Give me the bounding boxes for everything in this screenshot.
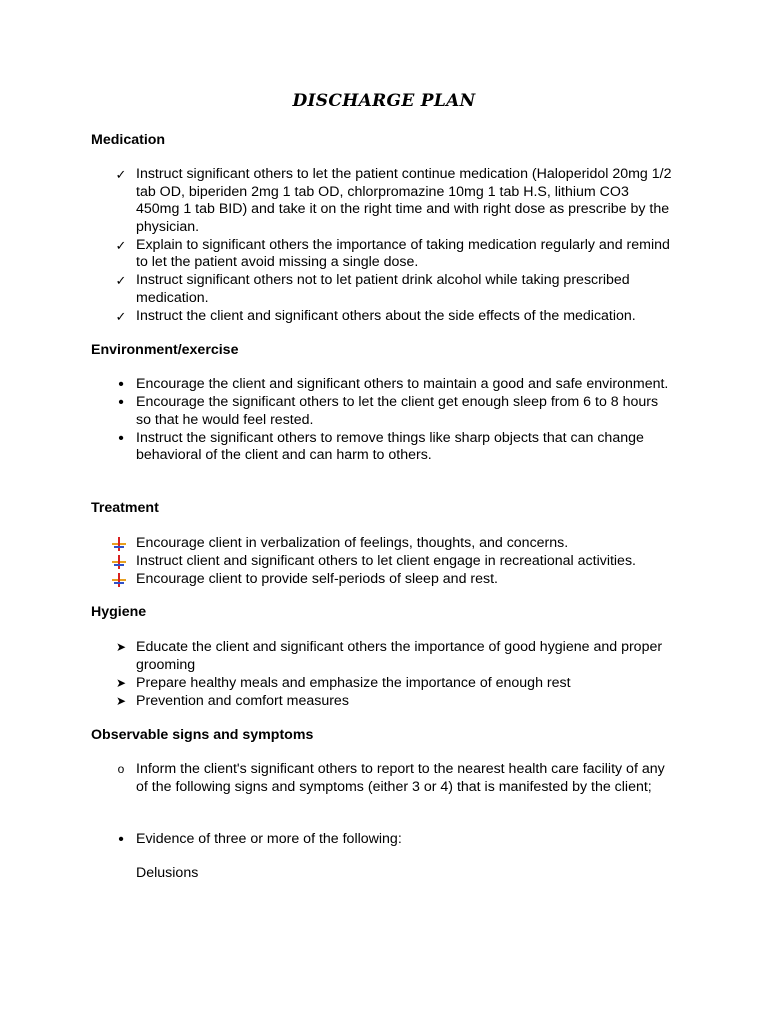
list-item: • Instruct the significant others to remove things like sharp objects that can change behavioral of the client and can harm to others. (0, 430, 676, 465)
heading-medication: Medication (91, 132, 166, 148)
hygiene-list (0, 639, 768, 711)
list-item: Encourage client to provide self-periods of sleep and rest. (0, 571, 676, 589)
evidence-list (0, 831, 768, 849)
bullet-icon (112, 376, 130, 393)
treatment-list (0, 535, 768, 589)
plus-bullet-icon (112, 573, 126, 587)
list-item: ✓ Instruct significant others not to let patient drink alcohol while taking prescribed medication. (0, 272, 676, 307)
list-item: ✓ Instruct the client and significant others about the side effects of the medication. (0, 308, 676, 326)
checkmark-icon (112, 237, 130, 254)
sub-item-delusions: Delusions (136, 865, 199, 881)
list-item: • Encourage the client and significant others to maintain a good and safe environment. (0, 376, 676, 394)
list-item: ➤ Educate the client and significant others the importance of good hygiene and proper grooming (0, 639, 676, 674)
list-item: Encourage client in verbalization of feelings, thoughts, and concerns. (0, 535, 676, 553)
heading-hygiene: Hygiene (91, 604, 147, 620)
bullet-icon (112, 394, 130, 411)
medication-list (0, 166, 768, 326)
list-item: ➤ Prevention and comfort measures (0, 693, 676, 711)
plus-bullet-icon (112, 555, 126, 569)
plus-bullet-icon (112, 537, 126, 551)
arrow-bullet-icon (112, 639, 130, 656)
heading-environment: Environment/exercise (91, 342, 239, 358)
list-item: ✓ Explain to significant others the importance of taking medication regularly and remind to let the patient avoid missing a single dose. (0, 237, 676, 272)
arrow-bullet-icon (112, 693, 130, 710)
bullet-icon (112, 430, 130, 447)
bullet-icon (112, 831, 130, 848)
document-title: DISCHARGE PLAN (292, 91, 476, 111)
heading-observable-signs: Observable signs and symptoms (91, 727, 314, 743)
checkmark-icon (112, 166, 130, 183)
list-item: ✓ Instruct significant others to let the patient continue medication (Haloperidol 20mg 1/2 tab OD, biperiden 2mg 1 tab OD, chlorpromazine 10mg 1 tab H.S, lithium CO3 450mg 1 tab BID) and take it on the right time and with right dose as prescribe by the physician. (0, 166, 676, 236)
environment-list (0, 376, 768, 465)
circle-bullet-icon (112, 761, 130, 778)
signs-list (0, 761, 768, 797)
list-item: ➤ Prepare healthy meals and emphasize the importance of enough rest (0, 675, 676, 693)
heading-treatment: Treatment (91, 500, 159, 516)
checkmark-icon (112, 272, 130, 289)
list-item: • Evidence of three or more of the following: (0, 831, 676, 849)
list-item: Instruct client and significant others to let client engage in recreational activities. (0, 553, 676, 571)
checkmark-icon (112, 308, 130, 325)
list-item: o Inform the client's significant others to report to the nearest health care facility of any of the following signs and symptoms (either 3 or 4) that is manifested by the client; (0, 761, 676, 796)
list-item: • Encourage the significant others to let the client get enough sleep from 6 to 8 hours so that he would feel rested. (0, 394, 676, 429)
arrow-bullet-icon (112, 675, 130, 692)
